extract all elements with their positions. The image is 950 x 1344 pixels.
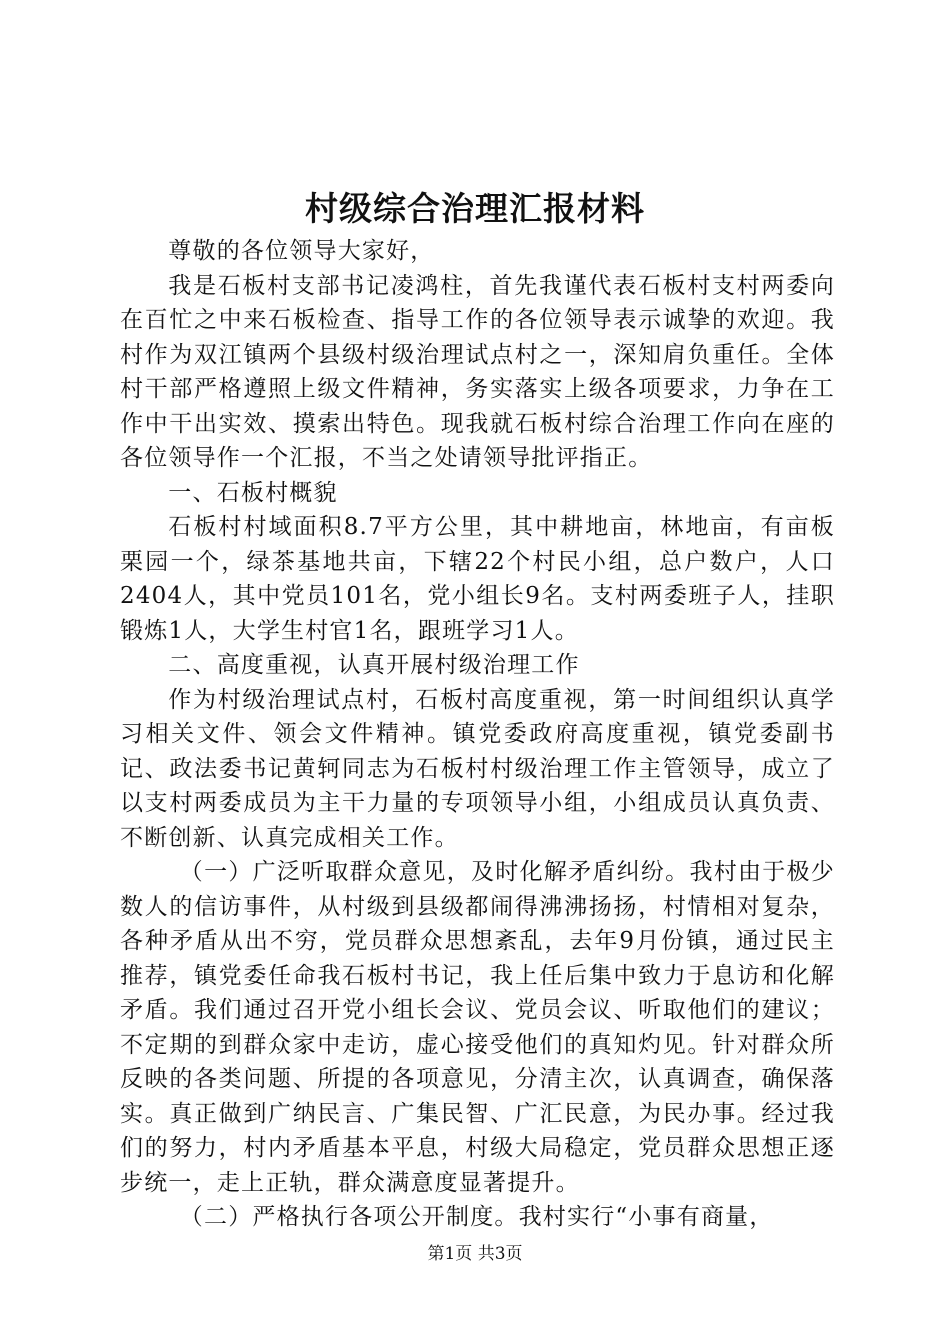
section-heading-2: 二、高度重视，认真开展村级治理工作: [168, 652, 580, 678]
intro-paragraph: 我是石板村支部书记凌鸿柱，首先我谨代表石板村支村两委向在百忙之中来石板检查、指导工作的各位领导表示诚挚的欢迎。我村作为双江镇两个县级村级治理试点村之一，深知肩负重任。全体村干部严格遵照上级文件精神，务实落实上级各项要求，力争在工作中干出实效、摸索出特色。现我就石板村综合治理工作向在座的各位领导作一个汇报，不当之处请领导批评指正。: [120, 272, 835, 471]
document-body: [120, 234, 835, 1235]
page-number-footer: 第1页 共3页: [427, 1244, 523, 1264]
document-title: 村级综合治理汇报材料: [305, 189, 645, 228]
overview-paragraph: 石板村村域面积8.7平方公里，其中耕地亩，林地亩，有亩板栗园一个，绿茶基地共亩，下辖22个村民小组，总户数户，人口2404人，其中党员101名，党小组长9名。支村两委班子人，挂职锻炼1人，大学生村官1名，跟班学习1人。: [120, 514, 835, 644]
section-heading-1: 一、石板村概貌: [168, 479, 338, 506]
subsection-1-paragraph: （一）广泛听取群众意见，及时化解矛盾纠纷。我村由于极少数人的信访事件，从村级到县级都闹得沸沸扬扬，村情相对复杂，各种矛盾从出不穷，党员群众思想紊乱，去年9月份镇，通过民主推荐，镇党委任命我石板村书记，我上任后集中致力于息访和化解矛盾。我们通过召开党小组长会议、党员会议、听取他们的建议；不定期的到群众家中走访，虚心接受他们的真知灼见。针对群众所反映的各类问题、所提的各项意见，分清主次，认真调查，确保落实。真正做到广纳民言、广集民智、广汇民意，为民办事。经过我们的努力，村内矛盾基本平息，村级大局稳定，党员群众思想正逐步统一，走上正轨，群众满意度显著提升。: [120, 859, 835, 1196]
greeting-paragraph: 尊敬的各位领导大家好，: [168, 238, 435, 264]
subsection-2-paragraph: （二）严格执行各项公开制度。我村实行“小事有商量，: [179, 1204, 774, 1230]
governance-paragraph: 作为村级治理试点村，石板村高度重视，第一时间组织认真学习相关文件、领会文件精神。镇党委政府高度重视，镇党委副书记、政法委书记黄轲同志为石板村村级治理工作主管领导，成立了以支村两委成员为主干力量的专项领导小组，小组成员认真负责、不断创新、认真完成相关工作。: [120, 686, 835, 851]
